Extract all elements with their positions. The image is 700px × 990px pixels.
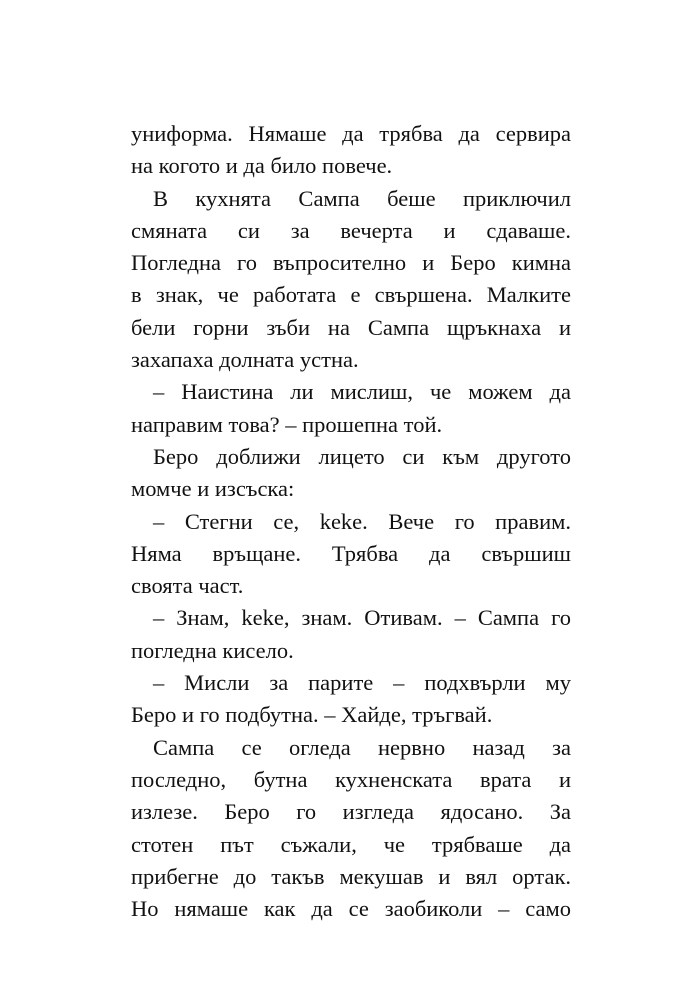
text-line: на когото и да било повече. — [131, 153, 393, 179]
text-line: в знак, че работата е свършена. Малките — [131, 282, 571, 308]
text-line: Няма връщане. Трябва да свършиш — [131, 540, 571, 566]
text-line: момче и изсъска: — [131, 476, 295, 502]
text-line: – Мисли за парите – подхвърли му — [153, 670, 571, 696]
text-line: бели горни зъби на Сампа щръкнаха и — [131, 314, 571, 340]
text-line: Погледна го въпросително и Беро кимна — [131, 250, 571, 276]
text-line: излезе. Беро го изгледа ядосано. За — [131, 799, 571, 825]
text-line: захапаха долната устна. — [131, 347, 359, 373]
text-line: униформа. Нямаше да трябва да сервира — [131, 121, 571, 146]
book-page-text — [131, 118, 571, 925]
text-line: Сампа се огледа нервно назад за — [153, 734, 571, 760]
text-line: последно, бутна кухненската врата и — [131, 766, 571, 792]
text-line: стотен път съжали, че трябваше да — [131, 831, 571, 857]
text-line: – Знам, keke, знам. Отивам. – Сампа го — [153, 605, 571, 631]
text-line: Беро и го подбутна. – Хайде, тръгвай. — [131, 702, 493, 728]
text-line: прибегне до такъв мекушав и вял ортак. — [131, 863, 571, 889]
text-line: – Наистина ли мислиш, че можем да — [153, 379, 571, 405]
text-line: направим това? – прошепна той. — [131, 411, 443, 437]
text-line: – Стегни се, keke. Вече го правим. — [153, 508, 571, 534]
text-line: Но нямаше как да се заобиколи – само — [131, 896, 571, 922]
text-line: погледна кисело. — [131, 637, 294, 663]
text-line: В кухнята Сампа беше приключил — [153, 185, 571, 211]
text-line: своята част. — [131, 573, 244, 599]
text-line: смяната си за вечерта и сдаваше. — [131, 217, 571, 243]
text-line: Беро доближи лицето си към другото — [153, 443, 571, 469]
